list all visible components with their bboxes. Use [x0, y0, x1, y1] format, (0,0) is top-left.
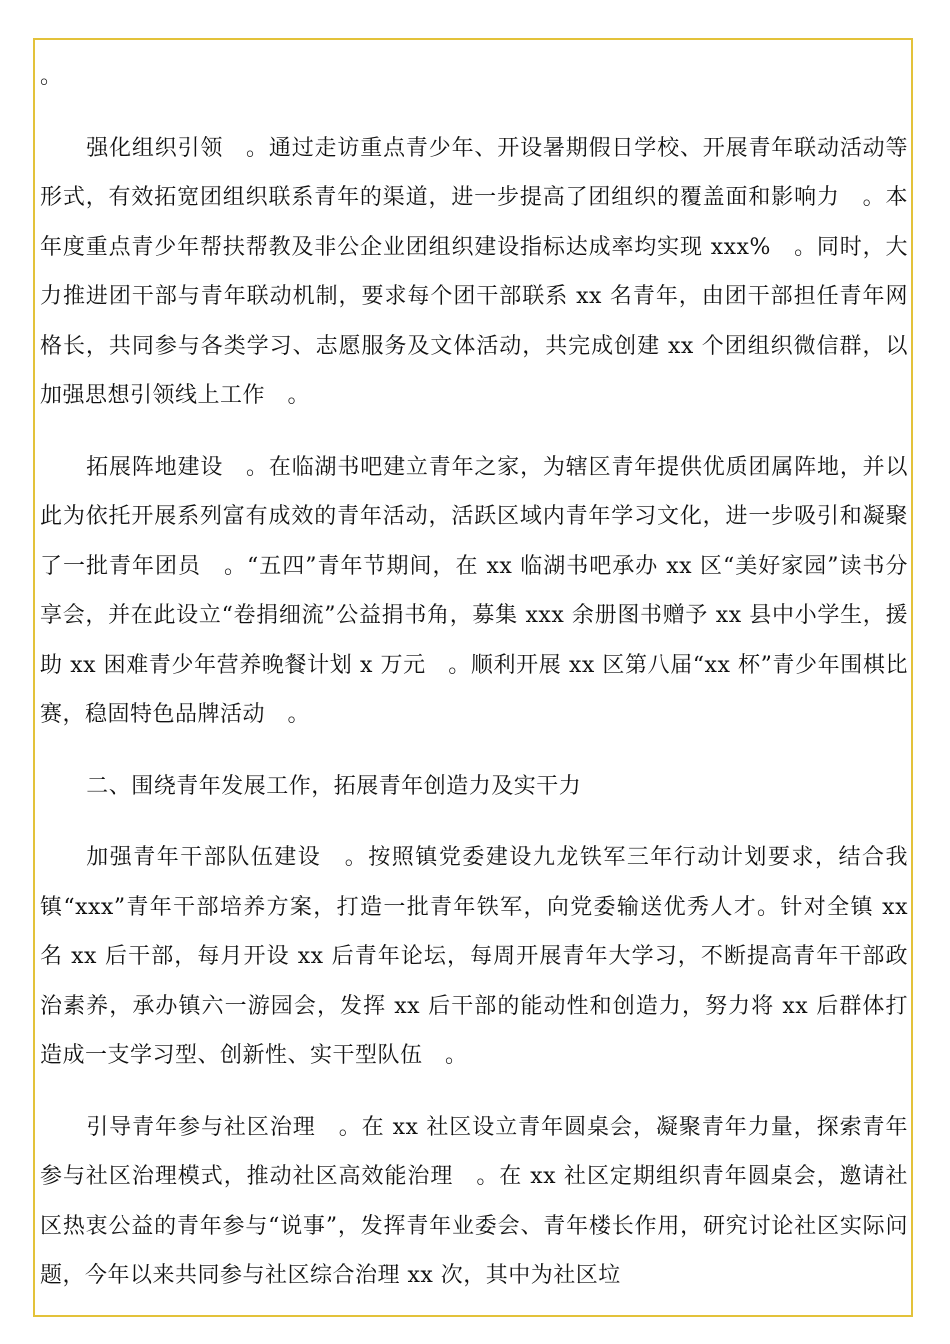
paragraph-organization-leadership: 强化组织引领 。通过走访重点青少年、开设暑期假日学校、开展青年联动活动等形式，有效拓宽团组织联系青年的渠道，进一步提高了团组织的覆盖面和影响力 。本年度重点青少年帮扶帮教及非公企业团组织建设指标达成率均实现 xxx% 。同时，大力推进团干部与青年联动机制，要求每个团干部联系 xx 名青年，由团干部担任青年网格长，共同参与各类学习、志愿服务及文体活动，共完成创建 xx 个团组织微信群，以加强思想引领线上工作 。: [40, 135, 908, 408]
document-body: [40, 52, 916, 1323]
paragraph-youth-cadre-building: 加强青年干部队伍建设 。按照镇党委建设九龙铁军三年行动计划要求，结合我镇“xxx”青年干部培养方案，打造一批青年铁军，向党委输送优秀人才。针对全镇 xx 名 xx 后干部，每月开设 xx 后青年论坛，每周开展青年大学习，不断提高青年干部政治素养，承办镇六一游园会，发挥 xx 后干部的能动性和创造力，努力将 xx 后群体打造成一支学习型、创新性、实干型队伍 。: [40, 845, 916, 1068]
opening-fragment: 。: [40, 64, 63, 89]
paragraph-position-building: 拓展阵地建设 。在临湖书吧建立青年之家，为辖区青年提供优质团属阵地，并以此为依托开展系列富有成效的青年活动，活跃区域内青年学习文化，进一步吸引和凝聚了一批青年团员 。“五四”青年节期间，在 xx 临湖书吧承办 xx 区“美好家园”读书分享会，并在此设立“卷捐细流”公益捐书角，募集 xxx 余册图书赠予 xx 县中小学生，援助 xx 困难青少年营养晚餐计划 x 万元 。顺利开展 xx 区第八届“xx 杯”青少年围棋比赛，稳固特色品牌活动 。: [40, 454, 908, 727]
section-heading: 二、围绕青年发展工作，拓展青年创造力及实干力: [86, 773, 582, 799]
paragraph-community-governance: 引导青年参与社区治理 。在 xx 社区设立青年圆桌会，凝聚青年力量，探索青年参与社区治理模式，推动社区高效能治理 。在 xx 社区定期组织青年圆桌会，邀请社区热衷公益的青年参与“说事”，发挥青年业委会、青年楼长作用，研究讨论社区实际问题，今年以来共同参与社区综合治理 xx 次，其中为社区垃: [40, 1114, 908, 1288]
